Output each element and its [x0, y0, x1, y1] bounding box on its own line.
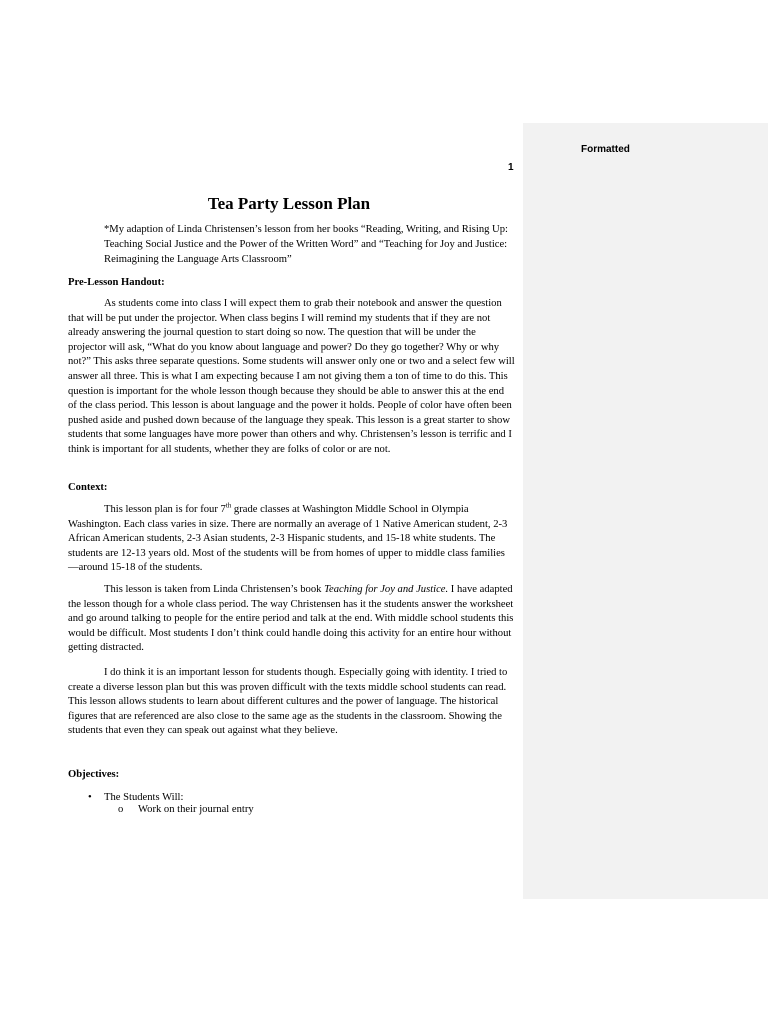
comment-pane — [523, 123, 768, 899]
ordinal-suffix: th — [225, 501, 232, 510]
context-paragraph-2 — [68, 583, 515, 656]
context-paragraph-1 — [68, 503, 515, 576]
comment-pane-title: Formatted — [581, 144, 630, 155]
pre-lesson-section — [68, 297, 515, 458]
list-subitem — [68, 804, 254, 815]
context-p1-start: This lesson plan is for four 7 — [104, 504, 226, 515]
book-title: Teaching for Joy and Justice. — [324, 584, 449, 595]
bullet-icon: • — [88, 792, 92, 803]
context-p2-start: This lesson is taken from Linda Christensen’s book — [104, 584, 325, 595]
context-heading: Context: — [68, 482, 108, 493]
context-paragraph-3 — [68, 666, 515, 739]
objectives-heading: Objectives: — [68, 769, 120, 780]
list-item — [68, 792, 254, 803]
context-p1-rest: grade classes at Washington Middle School in Olympia Washington. Each class varies in size. There are normally an average of 1 Native American student, 2-3 African American students, 2-3 Asian students, 2-3 Hispanic students, and 15-18 white students. The students are 12-13 years old. Most of the students will be from homes of upper to middle class families—around 15-18 of the students. — [68, 504, 508, 574]
circle-bullet-icon: o — [118, 804, 124, 815]
document-title: Tea Party Lesson Plan — [207, 194, 371, 213]
objectives-list — [68, 792, 254, 815]
pre-lesson-heading: Pre-Lesson Handout: — [68, 277, 165, 288]
list-subitem-label: Work on their journal entry — [138, 804, 254, 815]
pre-lesson-paragraph: As students come into class I will expect them to grab their notebook and answer the question that will be put under the projector. When class begins I will remind my students that if they are not already answering the journal question to start doing so now. The question that will be under the projector will ask, “What do you know about language and power? Do they go together? Why or why not?” This asks three separate questions. Some students will answer only one or two and a select few will answer all three. This is what I am expecting because I am not giving them a ton of time to do this. This question is important for the whole lesson though because they should be able to answer this at the end of the class period. This lesson is about language and the power it holds. People of color have often been pushed aside and pushed down because of the language they speak. This lesson is a great starter to show students that some languages have more power than others and why. Christensen’s lesson is terrific and I think is important for all students, whether they are folks of color or are not. — [68, 298, 515, 455]
context-p2-rest: I have adapted the lesson though for a whole class period. The way Christensen has it the students answer the worksheet and go around talking to people for the entire period and talk at the end. With middle school students this would be difficult. Most students I don’t think could handle doing this activity for an entire hour without getting distracted. — [68, 584, 514, 654]
page-number: 1 — [508, 162, 514, 173]
list-item-label: The Students Will: — [104, 792, 184, 803]
context-p3-text: I do think it is an important lesson for students though. Especially going with identity. I tried to create a diverse lesson plan but this was proven difficult with the texts middle school students can read. This lesson allows students to learn about different cultures and the power of language. The historical figures that are referenced are also close to the same age as the students in the classroom. Showing the students that even they can speak out against what they believe. — [68, 667, 508, 737]
document-subtitle: *My adaption of Linda Christensen’s lesson from her books “Reading, Writing, and Rising Up: Teaching Social Justice and the Power of the Written Word” and “Teaching for Joy and Justice: Reimagining the Language Arts Classroom” — [104, 224, 508, 265]
